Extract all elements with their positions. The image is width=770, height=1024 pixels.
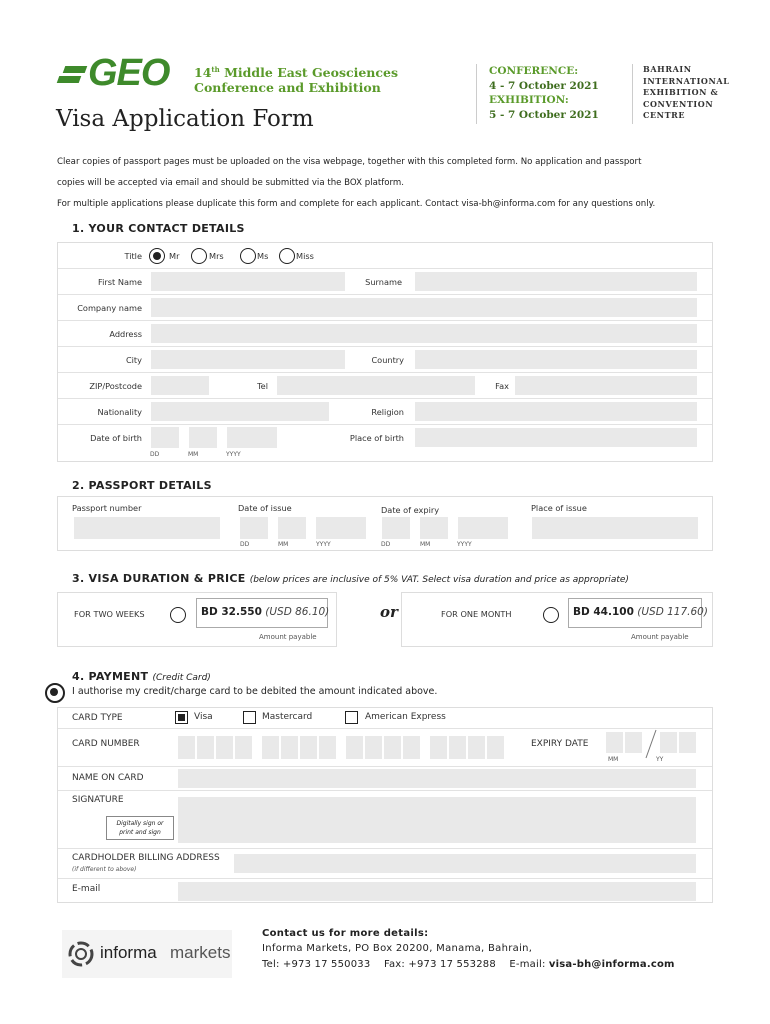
- header: [0, 0, 770, 150]
- title-ms-label: Ms: [257, 251, 269, 261]
- intro-line1: Clear copies of passport pages must be uploaded on the visa webpage, together with this completed form. No application and passport: [57, 157, 642, 167]
- title-ms-radio[interactable]: [240, 248, 256, 264]
- first-name-field[interactable]: [151, 272, 345, 291]
- two-weeks-label: FOR TWO WEEKS: [74, 609, 145, 619]
- venue-line: BAHRAIN: [643, 64, 692, 74]
- one-month-usd: (USD 117.60): [637, 606, 708, 618]
- mastercard-checkbox[interactable]: [243, 711, 256, 724]
- logo-text: GEO: [88, 52, 170, 94]
- one-month-panel: [401, 592, 713, 647]
- email-label: E-mail: [72, 884, 101, 894]
- name-on-card-field[interactable]: [178, 769, 696, 788]
- intro-line2: copies will be accepted via email and should be submitted via the BOX platform.: [57, 178, 404, 188]
- one-month-radio[interactable]: [543, 607, 559, 623]
- card-digit[interactable]: [262, 736, 279, 759]
- card-type-row: [58, 708, 712, 729]
- signature-row: [58, 791, 712, 849]
- informa-logo: [62, 930, 232, 978]
- city-row: [58, 347, 712, 373]
- one-month-price: BD 44.100: [573, 606, 634, 618]
- dob-day-field[interactable]: [151, 427, 179, 448]
- card-digit[interactable]: [300, 736, 317, 759]
- title-mr-radio[interactable]: [149, 248, 165, 264]
- nationality-label: Nationality: [97, 407, 142, 417]
- sign-hint-line1: Digitally sign or: [116, 820, 164, 827]
- yyyy-hint: YYYY: [316, 541, 331, 548]
- title-mrs-radio[interactable]: [191, 248, 207, 264]
- contact-tel: Tel: +973 17 550033: [262, 959, 371, 970]
- one-month-label: FOR ONE MONTH: [441, 609, 512, 619]
- contact-heading: Contact us for more details:: [262, 928, 429, 939]
- address-row: [58, 321, 712, 347]
- billing-label: CARDHOLDER BILLING ADDRESS: [72, 853, 220, 863]
- name-on-card-label: NAME ON CARD: [72, 773, 144, 783]
- contact-section-title: 1. YOUR CONTACT DETAILS: [72, 222, 245, 235]
- event-dates: [476, 64, 599, 124]
- expiry-year-field[interactable]: [458, 517, 508, 539]
- payment-title-text: 4. PAYMENT: [72, 670, 149, 683]
- address-field[interactable]: [151, 324, 697, 343]
- surname-field[interactable]: [415, 272, 697, 291]
- billing-row: [58, 849, 712, 879]
- two-weeks-radio[interactable]: [170, 607, 186, 623]
- nationality-field[interactable]: [151, 402, 329, 421]
- expiry-mm-2[interactable]: [625, 732, 642, 753]
- exhibition-label: EXHIBITION:: [489, 94, 569, 106]
- yyyy-hint: YYYY: [226, 451, 241, 458]
- venue-line: EXHIBITION &: [643, 87, 719, 98]
- visa-note: (below prices are inclusive of 5% VAT. Select visa duration and price as appropriate): [249, 575, 629, 585]
- amount-payable-label: Amount payable: [259, 633, 317, 641]
- zip-field[interactable]: [151, 376, 209, 395]
- company-row: [58, 295, 712, 321]
- two-weeks-panel: [57, 592, 337, 647]
- conference-label: CONFERENCE:: [489, 65, 579, 77]
- sign-hint-line2: print and sign: [119, 829, 161, 836]
- expiry-day-field[interactable]: [382, 517, 410, 539]
- name-row: [58, 269, 712, 295]
- payment-section-title: [72, 670, 211, 683]
- expiry-date-label: Date of expiry: [381, 505, 440, 515]
- billing-field[interactable]: [234, 854, 696, 873]
- sign-hint-tag: [106, 816, 174, 840]
- visa-title-text: 3. VISA DURATION & PRICE: [72, 572, 246, 585]
- card-digit[interactable]: [487, 736, 504, 759]
- surname-label: Surname: [365, 277, 402, 287]
- conf-line2: Conference and Exhibition: [194, 80, 381, 96]
- conference-dates: 4 - 7 October 2021: [489, 79, 599, 92]
- passport-panel: [57, 496, 713, 551]
- mm-hint: MM: [278, 541, 289, 548]
- two-weeks-usd: (USD 86.10): [265, 606, 330, 618]
- slash-icon: [644, 729, 658, 759]
- passport-section-title: 2. PASSPORT DETAILS: [72, 479, 212, 492]
- name-on-card-row: [58, 767, 712, 791]
- signature-field[interactable]: [178, 797, 696, 843]
- venue: [632, 64, 729, 124]
- visa-checkbox[interactable]: [175, 711, 188, 724]
- contact-line: [262, 959, 675, 970]
- card-digit[interactable]: [403, 736, 420, 759]
- contact-fax: Fax: +973 17 553288: [383, 959, 496, 970]
- yy-hint: YY: [656, 756, 664, 763]
- conference-title: [194, 62, 398, 95]
- country-field[interactable]: [415, 350, 697, 369]
- footer: [0, 920, 770, 1024]
- place-of-issue-label: Place of issue: [531, 503, 587, 513]
- fax-field[interactable]: [515, 376, 697, 395]
- amex-label: American Express: [365, 712, 446, 722]
- issue-date-label: Date of issue: [238, 503, 292, 513]
- dob-label: Date of birth: [90, 433, 142, 443]
- card-digit[interactable]: [178, 736, 195, 759]
- zip-row: [58, 373, 712, 399]
- title-row: [58, 243, 712, 269]
- zip-label: ZIP/Postcode: [89, 381, 142, 391]
- one-month-price-box: [568, 598, 708, 628]
- or-separator: or: [380, 603, 398, 621]
- mastercard-label: Mastercard: [262, 712, 313, 722]
- address-label: Address: [109, 329, 142, 339]
- card-digit[interactable]: [216, 736, 233, 759]
- card-digit[interactable]: [365, 736, 382, 759]
- issue-month-field[interactable]: [278, 517, 306, 539]
- intro-line3: For multiple applications please duplicate this form and complete for each applicant. Contact visa-bh@informa.com for any questions only.: [57, 199, 656, 209]
- contact-email-label: E-mail:: [509, 959, 549, 970]
- geo-logo: [58, 52, 180, 94]
- title-mr-label: Mr: [169, 251, 180, 261]
- card-digit[interactable]: [346, 736, 363, 759]
- card-digit[interactable]: [281, 736, 298, 759]
- city-field[interactable]: [151, 350, 345, 369]
- fax-label: Fax: [495, 381, 509, 391]
- amount-payable-label: Amount payable: [631, 633, 689, 641]
- amex-checkbox[interactable]: [345, 711, 358, 724]
- company-field[interactable]: [151, 298, 697, 317]
- card-type-label: CARD TYPE: [72, 713, 123, 723]
- payment-title-note: (Credit Card): [152, 673, 211, 683]
- edition-suffix: th: [211, 65, 220, 74]
- conf-line1: Middle East Geosciences: [219, 65, 398, 81]
- dd-hint: DD: [381, 541, 391, 548]
- two-weeks-price-box: [196, 598, 328, 628]
- title-miss-radio[interactable]: [279, 248, 295, 264]
- authorise-radio[interactable]: [45, 683, 65, 703]
- country-label: Country: [371, 355, 404, 365]
- passport-number-label: Passport number: [72, 503, 142, 513]
- religion-label: Religion: [371, 407, 404, 417]
- pob-label: Place of birth: [349, 433, 404, 443]
- exhibition-dates: 5 - 7 October 2021: [489, 108, 599, 121]
- card-digit[interactable]: [449, 736, 466, 759]
- city-label: City: [125, 355, 142, 365]
- visa-section-title: [72, 572, 629, 585]
- edition-number: 14: [194, 65, 212, 81]
- issue-day-field[interactable]: [240, 517, 268, 539]
- expiry-mm-1[interactable]: [606, 732, 623, 753]
- tel-label: Tel: [257, 381, 268, 391]
- mm-hint: MM: [608, 756, 619, 763]
- tel-field[interactable]: [277, 376, 475, 395]
- dd-hint: DD: [240, 541, 250, 548]
- title-label: Title: [124, 251, 142, 261]
- venue-line: CENTRE: [643, 110, 686, 121]
- place-of-issue-field[interactable]: [532, 517, 698, 539]
- expiry-yy-1[interactable]: [660, 732, 677, 753]
- issue-year-field[interactable]: [316, 517, 366, 539]
- email-field[interactable]: [178, 882, 696, 901]
- mm-hint: MM: [420, 541, 431, 548]
- venue-line: INTERNATIONAL: [643, 75, 730, 86]
- payment-panel: [57, 707, 713, 903]
- pob-field[interactable]: [415, 428, 697, 447]
- expiry-month-field[interactable]: [420, 517, 448, 539]
- card-digit[interactable]: [197, 736, 214, 759]
- title-miss-label: Miss: [296, 251, 314, 261]
- email-row: [58, 879, 712, 904]
- expiry-label: EXPIRY DATE: [531, 739, 589, 749]
- expiry-yy-2[interactable]: [679, 732, 696, 753]
- brand-markets: markets: [170, 943, 231, 962]
- religion-field[interactable]: [415, 402, 697, 421]
- contact-panel: [57, 242, 713, 462]
- informa-emblem-icon: [66, 940, 98, 968]
- card-digit[interactable]: [430, 736, 447, 759]
- venue-line: CONVENTION: [643, 98, 714, 109]
- nationality-row: [58, 399, 712, 425]
- signature-label: SIGNATURE: [72, 795, 124, 805]
- passport-number-field[interactable]: [74, 517, 220, 539]
- company-label: Company name: [77, 303, 142, 313]
- card-digit[interactable]: [384, 736, 401, 759]
- card-number-row: [58, 729, 712, 767]
- card-digit[interactable]: [468, 736, 485, 759]
- card-digit[interactable]: [235, 736, 252, 759]
- yyyy-hint: YYYY: [457, 541, 472, 548]
- card-digit[interactable]: [319, 736, 336, 759]
- intro-text: [57, 152, 717, 215]
- page-title: Visa Application Form: [56, 106, 314, 132]
- contact-address: Informa Markets, PO Box 20200, Manama, Bahrain,: [262, 943, 533, 954]
- dob-year-field[interactable]: [227, 427, 277, 448]
- contact-email-link[interactable]: visa-bh@informa.com: [548, 959, 675, 970]
- brand-informa: informa: [100, 943, 157, 962]
- visa-label: Visa: [194, 712, 213, 722]
- billing-note: (if different to above): [72, 866, 137, 873]
- dob-row: [58, 425, 712, 463]
- two-weeks-price: BD 32.550: [201, 606, 262, 618]
- dob-month-field[interactable]: [189, 427, 217, 448]
- title-mrs-label: Mrs: [209, 251, 224, 261]
- mm-hint: MM: [188, 451, 199, 458]
- authorise-text: I authorise my credit/charge card to be debited the amount indicated above.: [72, 686, 438, 697]
- card-number-label: CARD NUMBER: [72, 739, 140, 749]
- first-name-label: First Name: [98, 277, 142, 287]
- dd-hint: DD: [150, 451, 160, 458]
